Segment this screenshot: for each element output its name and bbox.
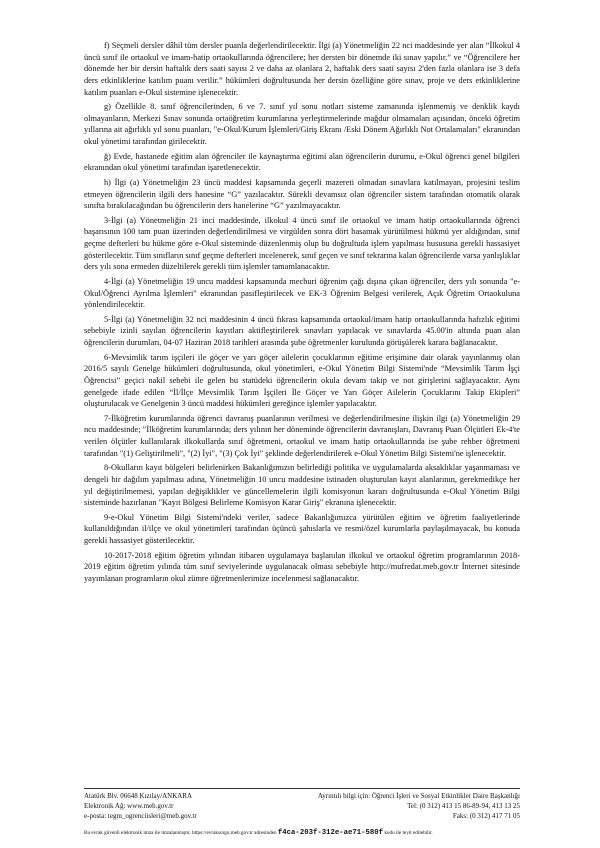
paragraph-g: g) Özellikle 8. sınıf öğrencilerinden, 6 ve 7. sınıf yıl sonu notları sisteme zamanında işlenmemiş ve denklik kaydı olmayanların, Merkezi Sınav sonunda ortaöğretim kurumlarına yerleştirmelerinde mağdur olmamaları açısından, önceki öğretim yıllarına ait ağırlıklı yıl sonu puanları, "e-Okul/Kurum İşlemleri/Giriş Ekranı /Eski Dönem Ağırlıklı Not Ortalamaları" ekranından okul yönetimi tarafından girilecektir. xyxy=(84,102,520,146)
footer-tel: Tel: (0 312) 413 15 86-89-94, 413 13 25 xyxy=(407,802,520,811)
footer-divider xyxy=(84,788,520,789)
footer-email: e-posta: tegm_ogrenciisleri@meb.gov.tr xyxy=(84,812,197,821)
footer-fax: Faks: (0 312) 417 71 05 xyxy=(452,812,520,821)
paragraph-3: 3-İlgi (a) Yönetmeliğin 21 inci maddesinde, ilkokul 4 üncü sınıf ile ortaokul ve imam hatip ortaokullarında öğrenci başarısının 100 tam puan üzerinden değerlendirilmesi ve virgülden sonra dört basamak yürütülmesi hükmü yer aldığından, sınıf geçme defterleri bu hükme göre e-Okul sisteminde düzenlenmiş olup bu doğrultuda işlem yapılması hususuna gerekli hassasiyet gösterilecektir. Tüm sınıfların sınıf geçme defterleri incelenerek, sınıf geçen ve sınıf tekrarına kalan öğrencilerde varsa yanlışlıklar ders yılı sona ermeden düzeltilerek gerekli tüm işlemler tamamlanacaktır. xyxy=(84,215,520,272)
paragraph-gh: ğ) Evde, hastanede eğitim alan öğrenciler ile kaynaştırma eğitimi alan öğrencilerin durumu, e-Okul öğrenci genel bilgileri ekranından okul yönetimi tarafından işaretlenecektir. xyxy=(84,151,520,173)
verification-suffix: kodu ile teyit edilebilir. xyxy=(384,830,433,836)
paragraph-8: 8-Okulların kayıt bölgeleri belirlenirken Bakanlığımızın belirlediği politika ve uygulamalarda aksaklıklar yaşanmaması ve dengeli bir dağılım yapılması adına, Yönetmeliğin 10 uncu maddesine istinaden oluşturulan kayıt alanlarının, gerekmedikçe her yıl değiştirilmemesi, yapılan değişiklikler ve güncellemelerin ilgili komisyonun kararı doğrultusunda e-Okul Yönetim Bilgi sisteminde hazırlanan "Kayıt Bölgesi Belirleme Komisyon Karar Giriş" ekranına işlenecektir. xyxy=(84,463,520,508)
document-body xyxy=(84,40,520,588)
paragraph-5: 5-İlgi (a) Yönetmeliğin 32 nci maddesinin 4 üncü fıkrası kapsamında ortaokul/imam hatip ortaokullarında hafızlık eğitimi sebebiyle izinli sayılan öğrencilerin kayıtları aktifleştirilerek sınavları yapılacak ve sınavlarda 45.00'in altında puan alan öğrencilerin durumları, 04-07 Haziran 2018 tarihleri arasında şube öğretmenler kurulunda görüşülerek karara bağlanacaktır. xyxy=(84,314,520,347)
verification-code: f4ca-203f-312e-ae71-580f xyxy=(277,829,384,837)
paragraph-9: 9-e-Okul Yönetim Bilgi Sistemi'ndeki veriler, sadece Bakanlığımızca yürütülen eğitim ve öğretim faaliyetlerinde kullanıldığından il/ilçe ve okul yönetimleri tarafından üçüncü şahıslarla ve resmi/özel kurumlarla paylaşılmayacak, bu konuda gerekli hassasiyet gösterilecektir. xyxy=(84,512,520,545)
footer-contact xyxy=(84,791,284,822)
verification-prefix: Bu evrak güvenli elektronik imza ile imzalanmıştır. https://evraksorgu.meb.gov.tr adresinden xyxy=(84,830,277,836)
footer-web: Elektronik Ağ: www.meb.gov.tr xyxy=(84,802,174,811)
paragraph-h: h) İlgi (a) Yönetmeliğin 23 üncü maddesi kapsamında geçerli mazereti olmadan sınavlara katılmayan, projesini teslim etmeyen öğrencilerin ilgili ders hanesine “G” yazılacaktır. Sürekli devamsız olan öğrenciler sistem tarafından otomatik olarak sınıfta bırakılacağından bu öğrencilerin ders hanelerine “G” yazılmayacaktır. xyxy=(84,177,520,211)
paragraph-7: 7-İlköğretim kurumlarında öğrenci davranış puanlarının verilmesi ve değerlendirilmesine ilişkin ilgi (a) Yönetmeliğin 29 ncu maddesinde; "İlköğretim kurumlarında; ders yılının her döneminde öğrencilerin davranışları, Davranış Puan Ölçütleri Ek-4'te verilen ölçütler kullanılarak ilkokullarda sınıf öğretmeni, ortaokul ve imam hatip ortaokullarında ise şube rehber öğretmeni tarafından "(1) Geliştirilmeli", "(2) İyi", "(3) Çok İyi" şeklinde değerlendirilerek e-Okul Yönetim Bilgi Sistemi'ne işlenecektir. xyxy=(84,413,520,458)
paragraph-4: 4-İlgi (a) Yönetmeliğin 19 uncu maddesi kapsamında mecburi öğrenim çağı dışına çıkan öğrenciler, ders yılı sonunda "e-Okul/Öğrenci Ayrılma İşlemleri" ekranından pasifleştirilecek ve EK-3 Öğrenim Belgesi verilerek, Açık Öğretim Ortaokuluna yönlendirilecektir. xyxy=(84,276,520,310)
paragraph-f: f) Seçmeli dersler dâhil tüm dersler puanla değerlendirilecektir. İlgi (a) Yönetmeliğin 22 nci maddesinde yer alan “İlkokul 4 üncü sınıf ile ortaokul ve imam-hatip ortaokullarında öğrencilere; her dersten bir dönemde iki sınav yapılır.” ve “Öğrencilere her dönemde her bir dersin haftalık ders saati sayısı 2 ve daha az olanlara 2, haftalık ders saati sayısı 2'den fazla olanlara ise 3 defa ders etkinliklerine katılım puanı verilir.” hükümleri doğrultusunda her dersin özelliğine göre sınav, proje ve ders etkinliklerine katılım puanları e-Okul sistemine işlenecektir. xyxy=(84,41,520,97)
paragraph-10: 10-2017-2018 eğitim öğretim yılından itibaren uygulamaya başlanılan ilkokul ve ortaokul öğretim programlarının 2018-2019 eğitim öğretim yılında tüm sınıf seviyelerinde uygulanacak olması sebebiyle http://mufredat.meb.gov.tr İnternet sitesinde yayımlanan programların okul zümre öğretmenlerimize incelenmesi sağlanacaktır. xyxy=(84,550,520,583)
footer-info-line: Ayrıntılı bilgi için: Öğrenci İşleri ve Sosyal Etkinlikler Daire Başkanlığı xyxy=(317,792,520,800)
verification-notice xyxy=(84,829,520,837)
paragraph-6: 6-Mevsimlik tarım işçileri ile göçer ve yarı göçer ailelerin çocuklarının eğitime erişimine dair olarak yayınlanmış olan 2016/5 sayılı Genelge hükümleri doğrultusunda, okul yönetimleri, e-Okul Yönetim Bilgi Sistemi'nde “Mevsimlik Tarım İşçi Öğrencisi” geçici nakil sebebi ile gelen bu statüdeki öğrencilerin okula devam takip ve not girişlerini sağlayacaktır. Aynı genelgede ifade edilen “İl/İlçe Mevsimlik Tarım İşçileri İle Göçer ve Yarı Göçer Ailelerin Çocuklarını Takip Ekipleri” oluşturulacak ve Genelgenin 3 üncü maddesi hükümleri gereğince işlemler yapılacaktır. xyxy=(84,352,520,409)
footer-address: Atatürk Blv. 06648 Kızılay/ANKARA xyxy=(84,792,193,800)
footer-info xyxy=(270,791,520,822)
